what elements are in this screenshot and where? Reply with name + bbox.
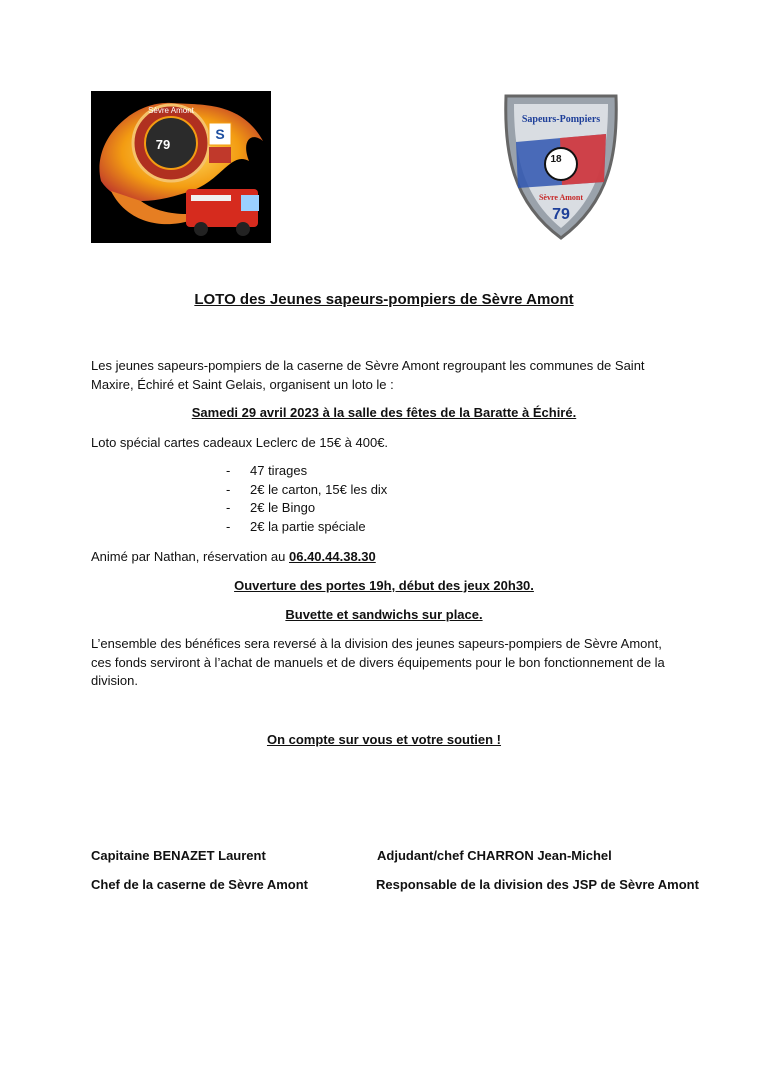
opening-hours: Ouverture des portes 19h, début des jeux 20h30. — [234, 578, 534, 593]
fire-badge-logo — [91, 91, 271, 243]
right-signature-role: Responsable de la division des JSP de Sèvre Amont — [376, 877, 699, 892]
fire-truck-icon — [186, 189, 259, 236]
helmet-number: 18 — [550, 154, 562, 165]
animator-line — [91, 548, 679, 567]
right-bottom-text: Sèvre Amont — [538, 193, 584, 202]
special-line: Loto spécial cartes cadeaux Leclerc de 15€ à 400€. — [91, 435, 389, 450]
phone-number[interactable]: 06.40.44.38.30 — [289, 549, 376, 564]
shield-graphic — [500, 92, 622, 240]
benefits-paragraph: L’ensemble des bénéfices sera reversé à la division des jeunes sapeurs-pompiers de Sèvre Amont, ces fonds serviront à l’achat de manuels et de divers équipements pour le bon fonctionnement de la division. — [91, 636, 665, 688]
left-signature-name: Capitaine BENAZET Laurent — [91, 848, 266, 863]
list-item: - 2€ le carton, 15€ les dix — [226, 481, 387, 500]
right-top-text: Sapeurs-Pompiers — [521, 114, 601, 125]
left-badge-letter: S — [215, 126, 225, 142]
page-title: LOTO des Jeunes sapeurs-pompiers de Sèvre Amont — [194, 291, 574, 308]
list-item: - 47 tirages — [226, 462, 387, 481]
left-badge-number: 79 — [155, 137, 171, 152]
event-date-line: Samedi 29 avril 2023 à la salle des fêtes de la Baratte à Échiré. — [191, 405, 577, 420]
details-list — [226, 462, 387, 536]
fire-badge-graphic — [91, 91, 271, 243]
list-item: - 2€ la partie spéciale — [226, 518, 387, 537]
right-number: 79 — [552, 206, 570, 223]
right-signature-name: Adjudant/chef CHARRON Jean-Michel — [377, 848, 612, 863]
buvette-line: Buvette et sandwichs sur place. — [285, 607, 483, 622]
intro-paragraph: Les jeunes sapeurs-pompiers de la caserne de Sèvre Amont regroupant les communes de Saint Maxire, Échiré et Saint Gelais, organisent un loto le : — [91, 358, 645, 392]
shield-logo — [500, 92, 622, 240]
animator-text: Animé par Nathan, réservation au — [91, 549, 289, 564]
closing-line: On compte sur vous et votre soutien ! — [266, 732, 502, 747]
left-signature-role: Chef de la caserne de Sèvre Amont — [91, 877, 308, 892]
list-item: - 2€ le Bingo — [226, 499, 387, 518]
left-badge-text: Sèvre Amont — [148, 106, 194, 115]
